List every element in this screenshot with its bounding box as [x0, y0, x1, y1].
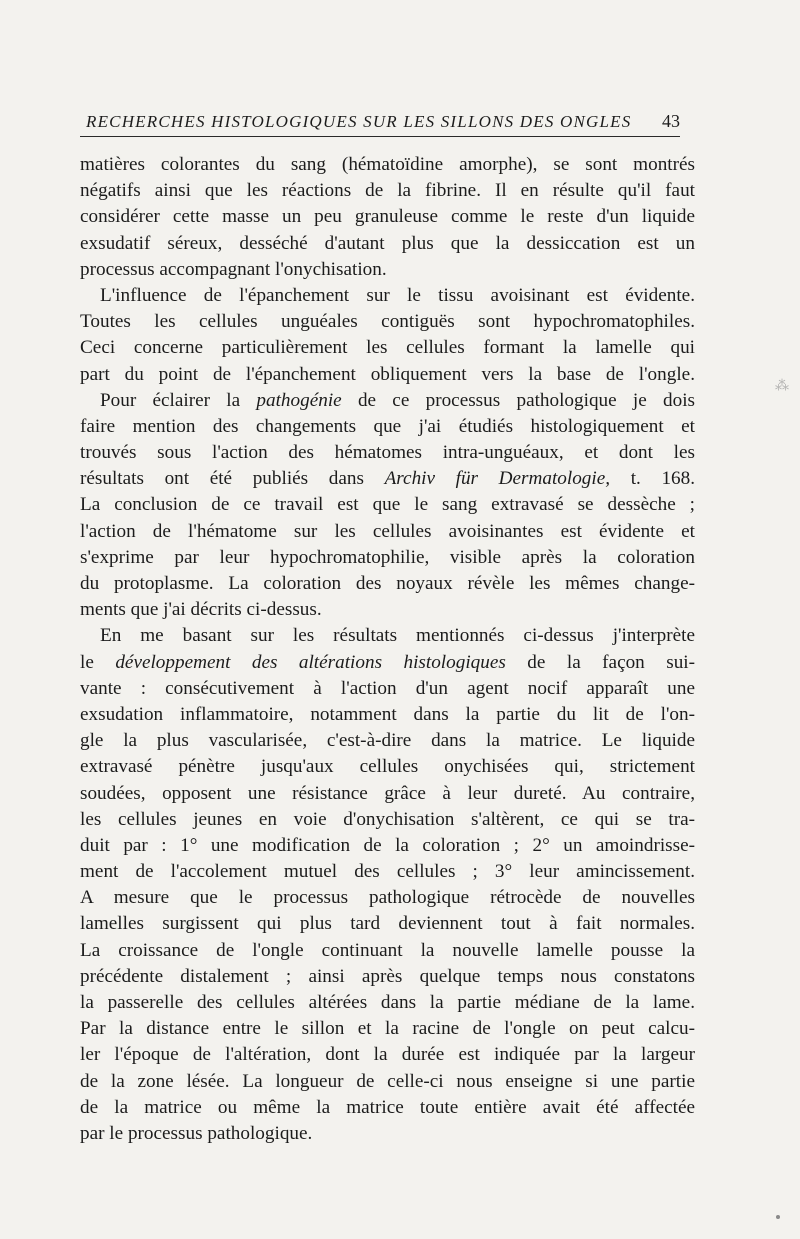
- body-text: [80, 152, 695, 1147]
- text-line: soudées, opposent une résistance grâce à leur dureté. Au contraire,: [80, 782, 695, 804]
- italic-term: développement des altérations histologiques: [115, 651, 506, 673]
- text-segment: résultats ont été publiés dans: [80, 468, 364, 490]
- text-line: [80, 466, 695, 492]
- text-line: [80, 650, 695, 676]
- text-line: matières colorantes du sang (hématoïdine amorphe), se sont montrés: [80, 154, 695, 175]
- text-line: s'exprime par leur hypochromatophilie, visible après la coloration: [80, 546, 695, 568]
- text-line: Toutes les cellules unguéales contiguës sont hypochromatophiles.: [80, 311, 695, 333]
- text-line: part du point de l'épanchement obliquement vers la base de l'ongle.: [80, 363, 695, 385]
- text-line: de la matrice ou même la matrice toute entière avait été affectée: [80, 1096, 695, 1118]
- text-line: lamelles surgissent qui plus tard deviennent tout à fait normales.: [80, 913, 695, 935]
- text-line: l'action de l'hématome sur les cellules avoisinantes est évidente et: [80, 520, 695, 542]
- text-line: trouvés sous l'action des hématomes intra-unguéaux, et dont les: [80, 442, 695, 464]
- text-segment: le: [80, 651, 94, 673]
- text-line: La croissance de l'ongle continuant la nouvelle lamelle pousse la: [80, 939, 695, 961]
- text-line: faire mention des changements que j'ai étudiés histologiquement et: [80, 415, 695, 437]
- text-segment: t. 168.: [630, 468, 695, 490]
- text-line: processus accompagnant l'onychisation.: [80, 258, 387, 280]
- text-line: du protoplasme. La coloration des noyaux révèle les mêmes change-: [80, 573, 695, 594]
- page-speck: [776, 1215, 780, 1219]
- text-line: Ceci concerne particulièrement les cellules formant la lamelle qui: [80, 337, 695, 359]
- text-line: ments que j'ai décrits ci-dessus.: [80, 599, 322, 621]
- text-line: exsudatif séreux, desséché d'autant plus que la dessiccation est un: [80, 232, 695, 254]
- text-line: la passerelle des cellules altérées dans la partie médiane de la lame.: [80, 992, 695, 1013]
- text-line: extravasé pénètre jusqu'aux cellules onychisées qui, strictement: [80, 756, 695, 778]
- text-line: Par la distance entre le sillon et la racine de l'ongle on peut calcu-: [80, 1018, 695, 1040]
- text-line: par le processus pathologique.: [80, 1122, 313, 1144]
- text-line: ler l'époque de l'altération, dont la durée est indiquée par la largeur: [80, 1044, 695, 1066]
- text-line: L'influence de l'épanchement sur le tissu avoisinant est évidente.: [100, 284, 695, 306]
- italic-citation: Archiv für Dermatologie,: [384, 468, 611, 490]
- header-rule: [80, 136, 680, 137]
- text-line: les cellules jeunes en voie d'onychisation s'altèrent, ce qui se tra-: [80, 808, 695, 830]
- text-line: La conclusion de ce travail est que le sang extravasé se dessèche ;: [80, 494, 695, 516]
- text-segment: de la façon sui-: [527, 651, 695, 673]
- italic-term: pathogénie: [256, 389, 342, 411]
- running-title: RECHERCHES HISTOLOGIQUES SUR LES SILLONS DES ONGLES: [86, 112, 632, 131]
- text-line: A mesure que le processus pathologique rétrocède de nouvelles: [80, 887, 695, 909]
- text-line: exsudation inflammatoire, notamment dans la partie du lit de l'on-: [80, 703, 695, 725]
- text-line: gle la plus vascularisée, c'est-à-dire dans la matrice. Le liquide: [80, 730, 695, 752]
- text-line: considérer cette masse un peu granuleuse comme le reste d'un liquide: [80, 206, 695, 228]
- margin-smudge: ⁂: [775, 379, 789, 394]
- text-line: [80, 388, 695, 414]
- text-line: ment de l'accolement mutuel des cellules ; 3° leur amincissement.: [80, 861, 695, 883]
- text-line: vante : consécutivement à l'action d'un agent nocif apparaît une: [80, 677, 695, 699]
- text-line: négatifs ainsi que les réactions de la fibrine. Il en résulte qu'il faut: [80, 180, 695, 202]
- text-segment: de ce processus pathologique je dois: [357, 389, 695, 411]
- text-line: duit par : 1° une modification de la coloration ; 2° un amoindrisse-: [80, 834, 695, 856]
- text-line: En me basant sur les résultats mentionnés ci-dessus j'interprète: [100, 625, 695, 647]
- text-line: de la zone lésée. La longueur de celle-ci nous enseigne si une partie: [80, 1070, 695, 1092]
- running-header: [86, 106, 680, 132]
- page-number: 43: [662, 111, 680, 131]
- text-segment: Pour éclairer la: [100, 389, 241, 411]
- text-line: précédente distalement ; ainsi après quelque temps nous constatons: [80, 965, 695, 987]
